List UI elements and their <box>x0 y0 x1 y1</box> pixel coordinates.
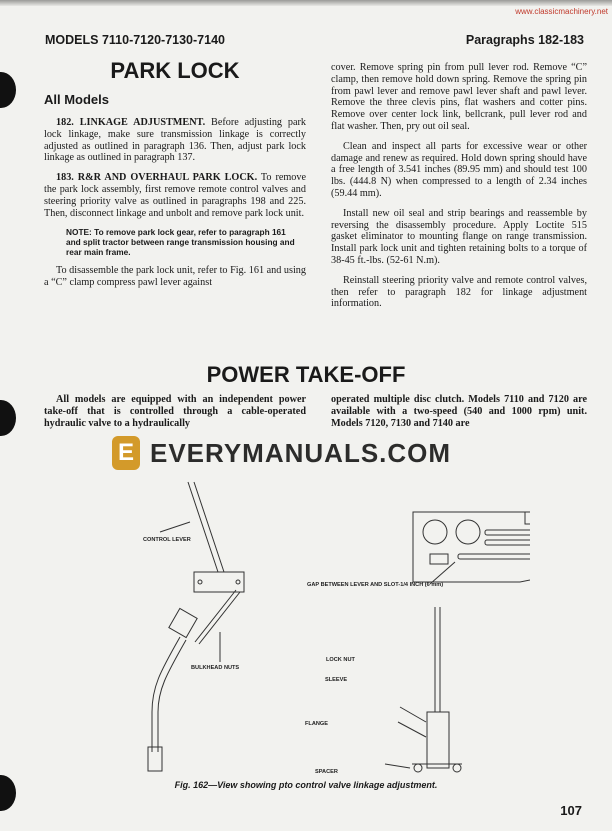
right-column <box>331 62 587 318</box>
figure-162-drawing <box>100 472 530 778</box>
figure-caption: Fig. 162—View showing pto control valve linkage adjustment. <box>174 780 438 790</box>
pto-paragraph-right: operated multiple disc clutch. Models 7110 and 7120 are available with a two-speed (540 and 1000 rpm) unit. Models 7120, 7130 and 7140 are <box>331 394 587 429</box>
label-control-lever: CONTROL LEVER <box>143 537 191 543</box>
punch-hole <box>0 72 16 108</box>
label-flange: FLANGE <box>305 721 328 727</box>
park-lock-subtitle: All Models <box>44 92 110 107</box>
watermark: EVERYMANUALS.COM <box>150 438 452 468</box>
source-url: www.classicmachinery.net <box>515 7 608 16</box>
paragraph-install: Install new oil seal and strip bearings and reassemble by reversing the disassembly procedure. Apply Loctite 515 gasket eliminator to mounting flange on range transmission. Install park lock unit and tighten retaining bolts to a torque of 38-45 ft.-lbs. (52-61 N.m). <box>331 207 587 266</box>
left-column <box>44 58 306 297</box>
header-paragraphs: Paragraphs 182-183 <box>465 33 584 47</box>
pto-left <box>44 394 306 437</box>
header-models: MODELS 7110-7120-7130-7140 <box>45 33 225 47</box>
control-panel <box>413 512 530 584</box>
label-gap: GAP BETWEEN LEVER AND SLOT-1/4 INCH (6 mm) <box>307 582 444 588</box>
paragraph-disassemble: To disassemble the park lock unit, refer to Fig. 161 and using a “C” clamp compress pawl lever against <box>44 265 306 289</box>
label-spacer: SPACER <box>315 769 338 775</box>
label-sleeve: SLEEVE <box>325 677 348 683</box>
valve-assembly <box>160 522 462 772</box>
park-lock-title: PARK LOCK <box>110 58 240 83</box>
page-number: 107 <box>560 803 582 818</box>
label-lock-nut: LOCK NUT <box>326 657 355 663</box>
pto-title: POWER TAKE-OFF <box>206 362 406 387</box>
label-bulkhead-nuts: BULKHEAD NUTS <box>191 665 240 671</box>
paragraph-182: 182. LINKAGE ADJUSTMENT. Before adjusting park lock linkage, make sure transmission linkage is correctly adjusted as outlined in paragraph 136. Then, adjust park lock linkage as outlined in paragraph 137. <box>44 117 306 164</box>
pto-right <box>331 394 587 437</box>
scan-edge <box>0 0 612 6</box>
control-lever-assembly <box>148 482 244 771</box>
paragraph-continued: cover. Remove spring pin from pull lever rod. Remove “C” clamp, then remove hold down spring. Remove the spring pin from pawl lever and remove pawl lever shaft and pawl lever. Remove the three clevis pins, flat washers and cotter pins. Remove over center lock link, bellcrank, pull lever rod and flat washer. Then, pry out oil seal. <box>331 62 587 132</box>
paragraph-183: 183. R&R AND OVERHAUL PARK LOCK. To remove the park lock assembly, first remove remote control valves and steering priority valve as outlined in paragraphs 198 and 225. Then, disconnect linkage and unbolt and remove park lock unit. <box>44 172 307 219</box>
paragraph-clean: Clean and inspect all parts for excessive wear or other damage and renew as required. Hold down spring should have a free length of 3.541 inches (89.95 mm) and should test 100 lbs. (444.8 N) when compressed to a length of 2.34 inches (59.44 mm). <box>331 140 587 199</box>
punch-hole <box>0 400 16 436</box>
pto-paragraph-left: All models are equipped with an independent power take-off that is controlled through a cable-operated hydraulic valve to a hydraulically <box>44 394 306 429</box>
watermark-logo: E <box>112 436 140 470</box>
note: NOTE: To remove park lock gear, refer to paragraph 161 and split tractor between range transmission housing and rear main frame. <box>66 227 295 258</box>
paragraph-reinstall: Reinstall steering priority valve and remote control valves, then refer to paragraph 182 for linkage adjustment information. <box>331 274 587 310</box>
